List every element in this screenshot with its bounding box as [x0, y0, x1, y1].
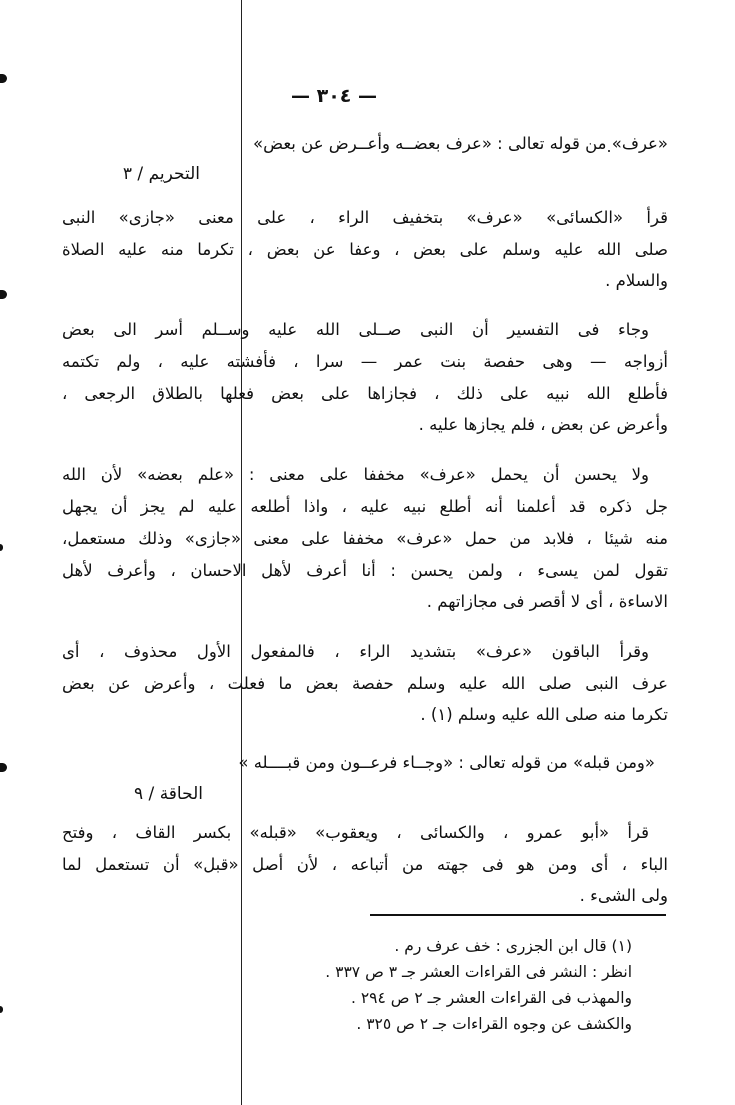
footnote-line: والمهذب فى القراءات العشر جـ ٢ ص ٢٩٤ .	[350, 989, 632, 1007]
paragraph-line: تكرما منه صلى الله عليه وسلم (١) .	[420, 705, 668, 724]
paragraph-line: وقرأ الباقون «عرف» بتشديد الراء ، فالمفعول الأول محذوف ، أى	[62, 642, 649, 661]
paragraph-line: الباء ، أى ومن هو فى جهته من أتباعه ، لأن أصل «قبل» أن تستعمل لما	[62, 855, 668, 874]
paragraph-line: قرأ «أبو عمرو ، والكسائى ، ويعقوب» «قبله» بكسر القاف ، وفتح	[62, 823, 649, 842]
paragraph-line: منه شيئا ، فلابد من حمل «عرف» مخففا على معنى «جازى» وذلك مستعمل،	[62, 529, 668, 548]
scan-edge-mark	[0, 544, 3, 551]
paragraph-line: عرف النبى صلى الله عليه وسلم حفصة بعض ما فعلت ، وأعرض عن بعض	[62, 674, 668, 693]
paragraph-line: أزواجه — وهى حفصة بنت عمر — سرا ، فأفشته عليه ، ولم تكتمه	[62, 352, 668, 371]
page-number: — ٣٠٤ —	[290, 85, 378, 107]
paragraph-line: والسلام .	[605, 271, 668, 290]
paragraph-line: الاساءة ، أى لا أقصر فى مجازاتهم .	[426, 592, 668, 611]
paragraph-line: جل ذكره قد أعلمنا أنه أطلع نبيه عليه ، واذا أطلعه عليه لم يجز أن يجهل	[62, 497, 668, 516]
footnote-line: انظر : النشر فى القراءات العشر جـ ٣ ص ٣٣٧ .	[325, 963, 632, 981]
footnote-separator	[370, 914, 666, 916]
paragraph-line: ولى الشىء .	[579, 886, 668, 905]
paragraph-line: وأعرض عن بعض ، فلم يجازها عليه .	[418, 415, 668, 434]
scan-fold-line	[241, 0, 242, 1105]
paragraph-line: وجاء فى التفسير أن النبى صــلى الله عليه وســلم أسر الى بعض	[62, 320, 649, 339]
scan-edge-mark	[0, 290, 7, 299]
paragraph-line: فأطلع الله نبيه على ذلك ، فجازاها على بعض فعلها بالطلاق الرجعى ،	[62, 384, 668, 403]
scan-edge-mark	[0, 1006, 3, 1013]
verse-reference: التحريم / ٣	[122, 164, 200, 184]
footnote-line: والكشف عن وجوه القراءات جـ ٢ ص ٣٢٥ .	[356, 1015, 632, 1033]
paragraph-line: تقول لمن يسىء ، ولمن يحسن : أنا أعرف لأهل الاحسان ، وأعرف لأهل	[62, 561, 668, 580]
verse-heading: «ومن قبله» من قوله تعالى : «وجــاء فرعــون ومن قبــــله »	[238, 753, 655, 772]
verse-heading: «عرف» من قوله تعالى : «عرف بعضــه وأعــرض عن بعض»	[253, 134, 668, 153]
footnote-line: (١) قال ابن الجزرى : خف عرف رم .	[394, 937, 632, 955]
paragraph-line: قرأ «الكسائى» «عرف» بتخفيف الراء ، على معنى «جازى» النبى	[62, 208, 668, 227]
paragraph-line: ولا يحسن أن يحمل «عرف» مخففا على معنى : «علم بعضه» لأن الله	[62, 465, 649, 484]
paragraph-line: صلى الله عليه وسلم على بعض ، وعفا عن بعض ، تكرما منه عليه الصلاة	[62, 240, 668, 259]
verse-reference: الحاقة / ٩	[134, 784, 203, 804]
scan-edge-mark	[0, 74, 7, 83]
scan-edge-mark	[0, 763, 7, 772]
